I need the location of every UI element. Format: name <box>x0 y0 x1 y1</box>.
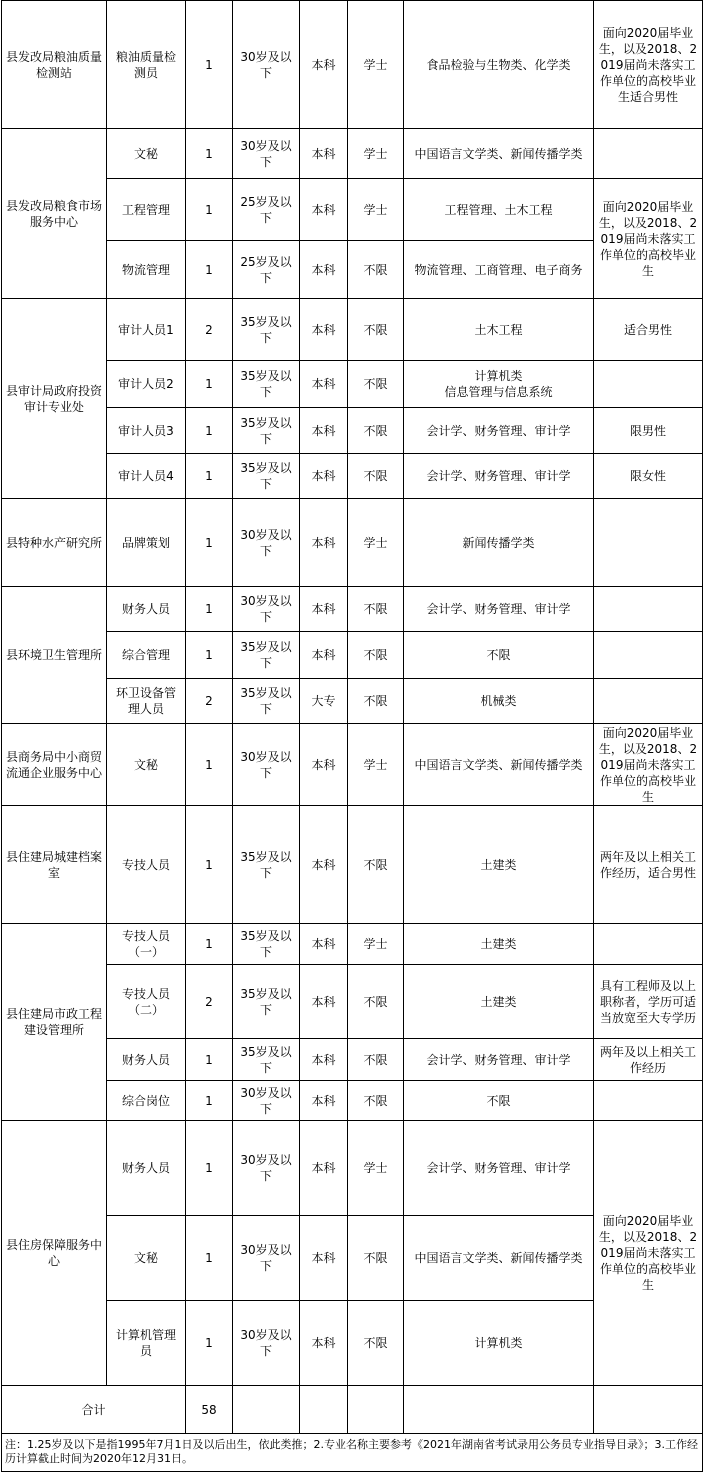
degree-cell: 学士 <box>348 129 404 179</box>
age-cell: 35岁及以下 <box>233 408 300 454</box>
remark-cell <box>594 632 703 679</box>
age-cell: 30岁及以下 <box>233 1301 300 1386</box>
age-cell: 25岁及以下 <box>233 179 300 241</box>
education-cell: 本科 <box>300 587 348 632</box>
age-cell: 30岁及以下 <box>233 587 300 632</box>
degree-cell: 不限 <box>348 361 404 408</box>
remark-cell <box>594 679 703 724</box>
age-cell: 35岁及以下 <box>233 806 300 924</box>
total-count: 58 <box>186 1386 233 1434</box>
table-row <box>2 179 703 241</box>
empty-cell <box>594 1386 703 1434</box>
count-cell: 1 <box>186 587 233 632</box>
table-row <box>2 499 703 587</box>
remark-cell <box>594 361 703 408</box>
empty-cell <box>233 1386 300 1434</box>
position-cell: 审计人员2 <box>107 361 186 408</box>
major-cell: 会计学、财务管理、审计学 <box>404 408 594 454</box>
education-cell: 大专 <box>300 679 348 724</box>
major-cell: 土建类 <box>404 924 594 965</box>
education-cell: 本科 <box>300 1216 348 1301</box>
remark-cell: 面向2020届毕业生，以及2018、2019届尚未落实工作单位的高校毕业生 <box>594 1121 703 1386</box>
major-cell: 新闻传播学类 <box>404 499 594 587</box>
count-cell: 2 <box>186 299 233 361</box>
table-row <box>2 924 703 965</box>
education-cell: 本科 <box>300 965 348 1039</box>
remark-cell <box>594 924 703 965</box>
degree-cell: 学士 <box>348 1121 404 1216</box>
degree-cell: 不限 <box>348 806 404 924</box>
position-cell: 财务人员 <box>107 587 186 632</box>
table-row <box>2 361 703 408</box>
education-cell: 本科 <box>300 1121 348 1216</box>
age-cell: 35岁及以下 <box>233 924 300 965</box>
position-cell: 环卫设备管理人员 <box>107 679 186 724</box>
count-cell: 1 <box>186 1216 233 1301</box>
degree-cell: 学士 <box>348 724 404 806</box>
remark-cell: 适合男性 <box>594 299 703 361</box>
count-cell: 1 <box>186 1121 233 1216</box>
table-row <box>2 724 703 806</box>
dept-cell: 县环境卫生管理所 <box>2 587 107 724</box>
remark-cell: 限男性 <box>594 408 703 454</box>
major-cell: 土建类 <box>404 806 594 924</box>
education-cell: 本科 <box>300 408 348 454</box>
major-cell: 不限 <box>404 1081 594 1121</box>
dept-cell: 县住建局市政工程建设管理所 <box>2 924 107 1121</box>
table-row <box>2 1121 703 1216</box>
remark-cell-empty <box>594 129 703 179</box>
position-cell: 工程管理 <box>107 179 186 241</box>
table-row <box>2 299 703 361</box>
age-cell: 30岁及以下 <box>233 129 300 179</box>
position-cell: 专技人员（一） <box>107 924 186 965</box>
remark-cell: 限女性 <box>594 454 703 499</box>
remark-cell: 面向2020届毕业生，以及2018、2019届尚未落实工作单位的高校毕业生适合男性 <box>594 1 703 129</box>
age-cell: 30岁及以下 <box>233 1121 300 1216</box>
age-cell: 30岁及以下 <box>233 499 300 587</box>
count-cell: 1 <box>186 924 233 965</box>
position-cell: 物流管理 <box>107 241 186 299</box>
dept-cell: 县住建局城建档案室 <box>2 806 107 924</box>
age-cell: 30岁及以下 <box>233 1216 300 1301</box>
age-cell: 35岁及以下 <box>233 679 300 724</box>
education-cell: 本科 <box>300 632 348 679</box>
count-cell: 1 <box>186 632 233 679</box>
education-cell: 本科 <box>300 361 348 408</box>
degree-cell: 不限 <box>348 632 404 679</box>
degree-cell: 不限 <box>348 679 404 724</box>
degree-cell: 不限 <box>348 587 404 632</box>
degree-cell: 学士 <box>348 179 404 241</box>
count-cell: 1 <box>186 724 233 806</box>
age-cell: 35岁及以下 <box>233 454 300 499</box>
age-cell: 30岁及以下 <box>233 1 300 129</box>
education-cell: 本科 <box>300 454 348 499</box>
dept-cell: 县发改局粮油质量检测站 <box>2 1 107 129</box>
table-row <box>2 1 703 129</box>
table-row <box>2 965 703 1039</box>
dept-cell: 县发改局粮食市场服务中心 <box>2 129 107 299</box>
major-cell: 计算机类 <box>404 1301 594 1386</box>
education-cell: 本科 <box>300 1039 348 1081</box>
remark-cell <box>594 1081 703 1121</box>
table-row <box>2 587 703 632</box>
position-cell: 财务人员 <box>107 1121 186 1216</box>
position-cell: 专技人员 <box>107 806 186 924</box>
degree-cell: 学士 <box>348 499 404 587</box>
count-cell: 1 <box>186 1081 233 1121</box>
education-cell: 本科 <box>300 924 348 965</box>
empty-cell <box>404 1386 594 1434</box>
major-cell: 会计学、财务管理、审计学 <box>404 1121 594 1216</box>
position-cell: 品牌策划 <box>107 499 186 587</box>
education-cell: 本科 <box>300 1301 348 1386</box>
count-cell: 1 <box>186 454 233 499</box>
empty-cell <box>300 1386 348 1434</box>
count-cell: 1 <box>186 129 233 179</box>
education-cell: 本科 <box>300 499 348 587</box>
table-row <box>2 129 703 179</box>
table-row <box>2 1081 703 1121</box>
remark-cell: 具有工程师及以上职称者，学历可适当放宽至大专学历 <box>594 965 703 1039</box>
major-cell: 中国语言文学类、新闻传播学类 <box>404 129 594 179</box>
table-row <box>2 679 703 724</box>
count-cell: 1 <box>186 408 233 454</box>
education-cell: 本科 <box>300 806 348 924</box>
count-cell: 1 <box>186 179 233 241</box>
education-cell: 本科 <box>300 1081 348 1121</box>
degree-cell: 学士 <box>348 924 404 965</box>
age-cell: 25岁及以下 <box>233 241 300 299</box>
total-row <box>2 1386 703 1434</box>
degree-cell: 学士 <box>348 1 404 129</box>
footnote: 注：1.25岁及以下是指1995年7月1日及以后出生，依此类推；2.专业名称主要参考《2021年湖南省考试录用公务员专业指导目录》；3.工作经历计算截止时间为2020年12月31日。 <box>2 1434 703 1472</box>
position-cell: 粮油质量检测员 <box>107 1 186 129</box>
age-cell: 35岁及以下 <box>233 361 300 408</box>
count-cell: 2 <box>186 679 233 724</box>
table-row <box>2 1039 703 1081</box>
dept-cell: 县特种水产研究所 <box>2 499 107 587</box>
major-cell: 会计学、财务管理、审计学 <box>404 1039 594 1081</box>
degree-cell: 不限 <box>348 1081 404 1121</box>
degree-cell: 不限 <box>348 1216 404 1301</box>
age-cell: 35岁及以下 <box>233 1039 300 1081</box>
dept-cell: 县审计局政府投资审计专业处 <box>2 299 107 499</box>
remark-cell <box>594 499 703 587</box>
table-row <box>2 806 703 924</box>
dept-cell: 县商务局中小商贸流通企业服务中心 <box>2 724 107 806</box>
degree-cell: 不限 <box>348 965 404 1039</box>
count-cell: 1 <box>186 241 233 299</box>
degree-cell: 不限 <box>348 1039 404 1081</box>
position-cell: 计算机管理员 <box>107 1301 186 1386</box>
education-cell: 本科 <box>300 299 348 361</box>
count-cell: 1 <box>186 1 233 129</box>
count-cell: 1 <box>186 499 233 587</box>
education-cell: 本科 <box>300 1 348 129</box>
position-cell: 审计人员4 <box>107 454 186 499</box>
major-cell: 土建类 <box>404 965 594 1039</box>
table-row <box>2 408 703 454</box>
table-row <box>2 632 703 679</box>
major-cell: 会计学、财务管理、审计学 <box>404 454 594 499</box>
major-cell: 会计学、财务管理、审计学 <box>404 587 594 632</box>
degree-cell: 不限 <box>348 454 404 499</box>
dept-cell: 县住房保障服务中心 <box>2 1121 107 1386</box>
age-cell: 35岁及以下 <box>233 299 300 361</box>
degree-cell: 不限 <box>348 408 404 454</box>
remark-cell: 面向2020届毕业生，以及2018、2019届尚未落实工作单位的高校毕业生 <box>594 724 703 806</box>
position-cell: 财务人员 <box>107 1039 186 1081</box>
education-cell: 本科 <box>300 129 348 179</box>
major-cell: 不限 <box>404 632 594 679</box>
count-cell: 2 <box>186 965 233 1039</box>
count-cell: 1 <box>186 361 233 408</box>
age-cell: 35岁及以下 <box>233 632 300 679</box>
major-cell: 中国语言文学类、新闻传播学类 <box>404 724 594 806</box>
major-cell: 食品检验与生物类、化学类 <box>404 1 594 129</box>
remark-cell: 两年及以上相关工作经历 <box>594 1039 703 1081</box>
degree-cell: 不限 <box>348 299 404 361</box>
count-cell: 1 <box>186 806 233 924</box>
position-cell: 文秘 <box>107 1216 186 1301</box>
count-cell: 1 <box>186 1301 233 1386</box>
remark-cell: 面向2020届毕业生，以及2018、2019届尚未落实工作单位的高校毕业生 <box>594 179 703 299</box>
count-cell: 1 <box>186 1039 233 1081</box>
footnote-row <box>2 1434 703 1472</box>
major-cell: 中国语言文学类、新闻传播学类 <box>404 1216 594 1301</box>
degree-cell: 不限 <box>348 241 404 299</box>
major-line-2: 信息管理与信息系统 <box>444 385 553 399</box>
degree-cell: 不限 <box>348 1301 404 1386</box>
position-cell: 综合管理 <box>107 632 186 679</box>
age-cell: 30岁及以下 <box>233 724 300 806</box>
major-cell: 工程管理、土木工程 <box>404 179 594 241</box>
position-cell: 文秘 <box>107 129 186 179</box>
major-cell: 机械类 <box>404 679 594 724</box>
table-row <box>2 454 703 499</box>
position-cell: 文秘 <box>107 724 186 806</box>
remark-cell <box>594 587 703 632</box>
position-cell: 专技人员（二） <box>107 965 186 1039</box>
empty-cell <box>348 1386 404 1434</box>
education-cell: 本科 <box>300 241 348 299</box>
total-label: 合计 <box>2 1386 186 1434</box>
age-cell: 30岁及以下 <box>233 1081 300 1121</box>
major-cell: 物流管理、工商管理、电子商务 <box>404 241 594 299</box>
recruitment-table-sheet <box>1 0 703 1472</box>
major-line-1: 计算机类 <box>474 369 523 383</box>
position-cell: 审计人员3 <box>107 408 186 454</box>
major-cell <box>404 361 594 408</box>
recruitment-table <box>1 0 703 1472</box>
education-cell: 本科 <box>300 724 348 806</box>
remark-cell: 两年及以上相关工作经历，适合男性 <box>594 806 703 924</box>
position-cell: 审计人员1 <box>107 299 186 361</box>
major-cell: 土木工程 <box>404 299 594 361</box>
position-cell: 综合岗位 <box>107 1081 186 1121</box>
education-cell: 本科 <box>300 179 348 241</box>
age-cell: 35岁及以下 <box>233 965 300 1039</box>
